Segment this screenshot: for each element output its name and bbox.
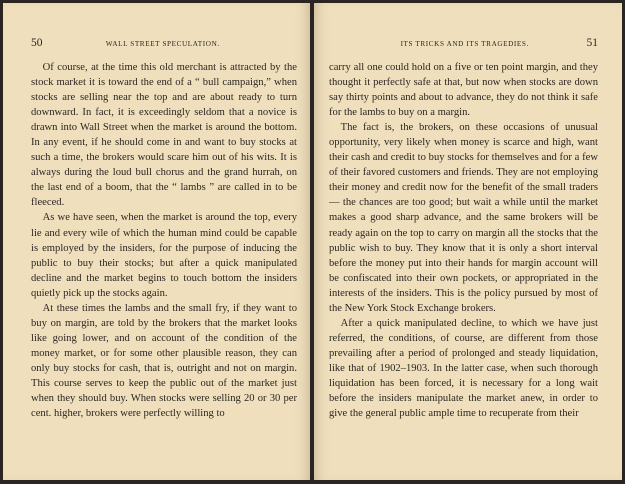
- right-page-body: [329, 60, 598, 421]
- page-number: 50: [31, 37, 43, 49]
- running-head: WALL STREET SPECULATION.: [105, 40, 220, 48]
- left-page: [3, 3, 310, 480]
- paragraph: Of course, at the time this old merchant is attracted by the stock market it is toward the end of a “ bull campaign,” when stocks are selling near the top and are about ready to turn downward. In fact, it is exceedingly seldom that a novice is drawn into Wall Street when the market is around the bottom. In any event, if he should come in and want to buy stocks at such a time, the brokers would scare him out of his wits. It is always during the loud bull chorus and the grand hurrah, on the last end of a boom, that the “ lambs ” are called in to be fleeced.: [31, 62, 297, 209]
- page-number: 51: [586, 37, 598, 49]
- left-page-header: [31, 37, 297, 51]
- paragraph: At these times the lambs and the small fry, if they want to buy on margin, are told by the brokers that the market looks like going lower, and on account of the condition of the money market, or for some other plausible reason, they can only buy stocks for cash, that is, outright and not on margin. This course serves to keep the public out of the market just when they should buy. When stocks were selling 20 or 30 per cent. higher, brokers were perfectly willing to: [31, 302, 297, 420]
- right-page: [314, 3, 622, 480]
- paragraph: carry all one could hold on a five or ten point margin, and they thought it perfectly safe at that, but now when stocks are down say thirty points and about to advance, they do not think it safe for the lambs to buy on a margin.: [329, 62, 598, 119]
- running-head: ITS TRICKS AND ITS TRAGEDIES.: [400, 40, 529, 48]
- paragraph: As we have seen, when the market is around the top, every lie and every wile of which the human mind could be capable is employed by the insiders, for the purpose of inducing the public to buy their stocks; but after a quick manipulated decline and the market begins to touch bottom the insiders quietly pick up the stocks again.: [31, 212, 297, 299]
- paragraph: After a quick manipulated decline, to which we have just referred, the conditions, of course, are different from those prevailing after a period of prolonged and steady liquidation, like that of 1902–1903. In the latter case, when such thorough liquidation has been forced, it is necessary for a long wait before the insiders manipulate the market anew, in order to give the general public ample time to recuperate from their: [329, 317, 598, 420]
- right-page-header: [329, 37, 598, 51]
- left-page-body: [31, 60, 297, 421]
- paragraph: The fact is, the brokers, on these occasions of unusual opportunity, very likely when money is scarce and high, want their cash and credit to buy stocks for themselves and for a few of their favored customers and friends. They are not employing their money and credit now for the benefit of the small traders — the chances are too good; but wait a while until the market makes a good sharp advance, and the same brokers will be ready again on the top to carry on margin all the stocks that the public wish to buy. They know that it is only a short interval before the money put into their hands for margin account will be confiscated into their own pockets, or appropriated in the interests of the insiders. This is the policy pursued by most of the New York Stock Exchange brokers.: [329, 122, 598, 314]
